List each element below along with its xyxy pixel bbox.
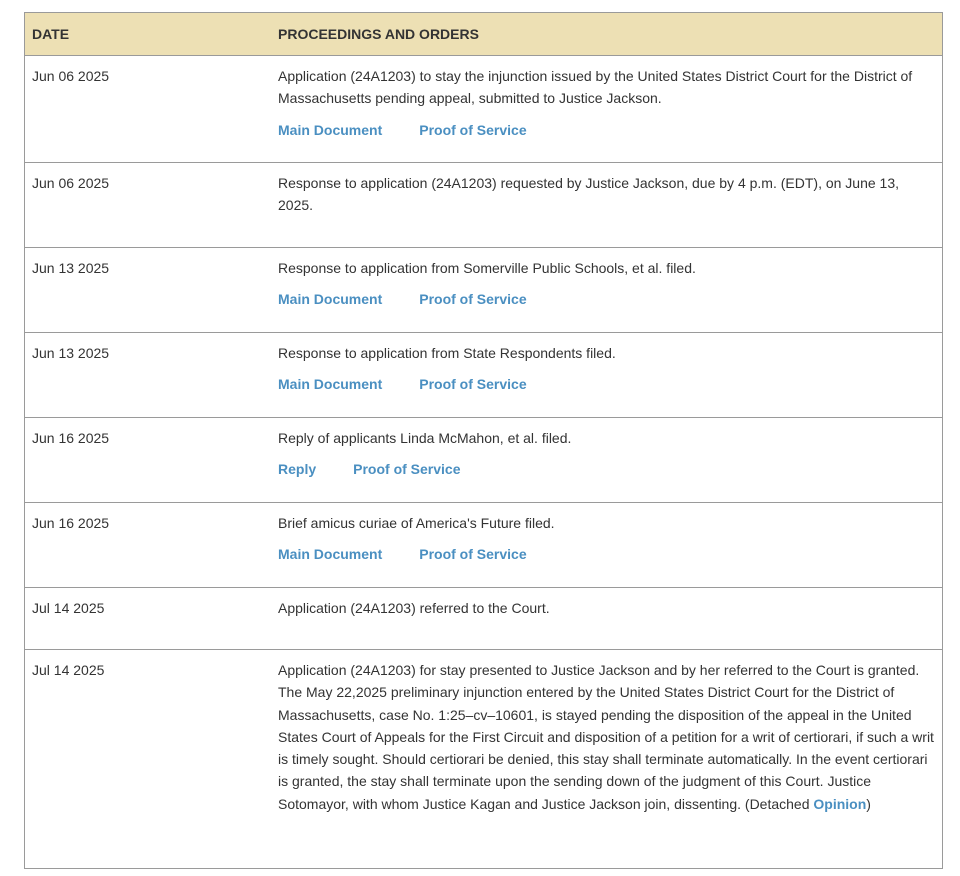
entry-date: Jun 13 2025 xyxy=(32,345,110,361)
proof-of-service-link[interactable]: Proof of Service xyxy=(419,376,527,393)
docket-entry xyxy=(25,56,942,163)
entry-text: Response to application from State Respondents filed. xyxy=(278,345,616,361)
entry-text: Application (24A1203) to stay the injunction issued by the United States District Court for the District of Massachusetts pending appeal, submitted to Justice Jackson. xyxy=(278,68,913,107)
main-document-link[interactable]: Main Document xyxy=(278,291,383,308)
entry-text: Response to application from Somerville Public Schools, et al. filed. xyxy=(278,260,696,276)
docket-entry xyxy=(25,163,942,248)
proof-of-service-link[interactable]: Proof of Service xyxy=(353,461,461,478)
opinion-link[interactable]: Opinion xyxy=(813,795,867,812)
proof-of-service-link[interactable]: Proof of Service xyxy=(419,121,527,138)
docket-table xyxy=(24,12,943,869)
main-document-link[interactable]: Main Document xyxy=(278,546,383,563)
proof-of-service-link[interactable]: Proof of Service xyxy=(419,291,527,308)
entry-text-close: ) xyxy=(866,795,871,812)
entry-text: Reply of applicants Linda McMahon, et al. filed. xyxy=(278,430,572,446)
main-document-link[interactable]: Main Document xyxy=(278,376,383,393)
entry-date: Jun 16 2025 xyxy=(32,515,110,531)
docket-entry xyxy=(25,333,942,418)
entry-text-body: Application (24A1203) for stay presented to Justice Jackson and by her referred to the Court is granted. The May 22,2025 preliminary injunction entered by the United States District Court for the District of Massachusetts, case No. 1:25–cv–10601, is stayed pending the disposition of the appeal in the United States Court of Appeals for the First Circuit and disposition of a petition for a writ of certiorari, if such a writ is timely sought. Should certiorari be denied, this stay shall terminate automatically. In the event certiorari is granted, the stay shall terminate upon the sending down of the judgment of this Court. Justice Sotomayor, with whom Justice Kagan and Justice Jackson join, dissenting. (Detached xyxy=(278,662,934,812)
entry-date: Jun 13 2025 xyxy=(32,260,110,276)
entry-text: Application (24A1203) referred to the Court. xyxy=(278,600,550,616)
proof-of-service-link[interactable]: Proof of Service xyxy=(419,546,527,563)
entry-text xyxy=(278,659,934,815)
entry-date: Jul 14 2025 xyxy=(32,662,105,678)
proceedings-column-header: PROCEEDINGS AND ORDERS xyxy=(278,26,479,42)
docket-header-row xyxy=(25,13,942,56)
main-document-link[interactable]: Main Document xyxy=(278,121,383,138)
entry-text: Response to application (24A1203) requested by Justice Jackson, due by 4 p.m. (EDT), on June 13, 2025. xyxy=(278,175,900,214)
docket-entry xyxy=(25,248,942,333)
entry-links xyxy=(278,373,934,395)
entry-links xyxy=(278,288,934,310)
reply-link[interactable]: Reply xyxy=(278,461,317,478)
entry-date: Jun 06 2025 xyxy=(32,175,110,191)
entry-links xyxy=(278,458,934,480)
docket-entry xyxy=(25,503,942,588)
entry-text: Brief amicus curiae of America's Future filed. xyxy=(278,515,555,531)
docket-entry xyxy=(25,588,942,650)
date-column-header: DATE xyxy=(32,26,70,42)
docket-entry xyxy=(25,650,942,868)
entry-date: Jun 06 2025 xyxy=(32,68,110,84)
docket-entry xyxy=(25,418,942,503)
entry-date: Jun 16 2025 xyxy=(32,430,110,446)
entry-date: Jul 14 2025 xyxy=(32,600,105,616)
entry-links xyxy=(278,543,934,565)
entry-links xyxy=(278,119,934,141)
